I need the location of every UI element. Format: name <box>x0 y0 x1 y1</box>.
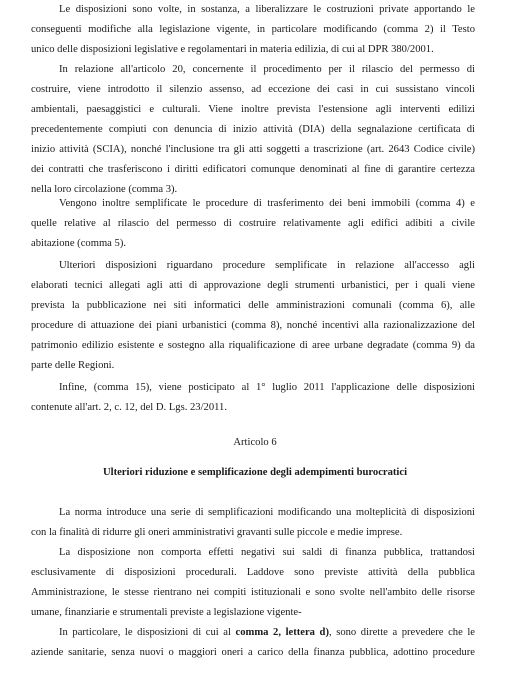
article-title: Articolo 6 <box>233 437 277 448</box>
paragraph-2 <box>31 60 475 200</box>
text-line: dei contratti che trasferiscono i diritti edificatori comunque denominati al fine di garantire certezza <box>31 164 475 175</box>
text-line: prevista la pubblicazione nei siti informatici delle amministrazioni comunali (comma 6), alle <box>31 300 475 311</box>
article-subtitle: Ulteriori riduzione e semplificazione degli adempimenti burocratici <box>102 467 408 478</box>
text-line: parte delle Regioni. <box>31 360 115 371</box>
paragraph-4 <box>31 256 475 376</box>
text-line: abitazione (comma 5). <box>31 238 127 249</box>
text-line <box>31 623 475 643</box>
text-line: Vengono inoltre semplificate le procedure di trasferimento dei beni immobili (comma 4) e <box>59 198 475 209</box>
text-line: elaborati tecnici allegati agli atti di approvazione degli strumenti urbanistici, per i quali viene <box>31 280 475 291</box>
text-line: precedentemente compiuti con denuncia di inizio attività (DIA) della segnalazione certificata di <box>31 124 475 135</box>
text-run: In particolare, le disposizioni di cui al <box>59 627 236 638</box>
text-line: Ulteriori disposizioni riguardano procedure semplificate in relazione all'accesso agli <box>59 260 475 271</box>
text-line: unico delle disposizioni legislative e regolamentari in materia edilizia, di cui al DPR 380/2001. <box>31 44 434 55</box>
bold-reference: comma 2, lettera d) <box>235 627 329 638</box>
text-line: La disposizione non comporta effetti negativi sui saldi di finanza pubblica, trattandosi <box>59 547 475 558</box>
text-line: Le disposizioni sono volte, in sostanza, a liberalizzare le costruzioni private apportando le <box>59 4 475 15</box>
paragraph-6 <box>31 503 475 543</box>
paragraph-3 <box>31 194 475 254</box>
text-line: Amministrazione, le stesse rientrano nei compiti istituzionali e sono svolte nell'ambito delle risorse <box>31 587 475 598</box>
text-line: con la finalità di ridurre gli oneri amministrativi gravanti sulle piccole e medie imprese. <box>31 527 403 538</box>
text-line: nella loro circolazione (comma 3). <box>31 184 178 195</box>
paragraph-5 <box>31 378 475 418</box>
text-line: costruire, viene introdotto il silenzio assenso, ad eccezione dei casi in cui sussistano vincoli <box>31 84 475 95</box>
text-line: inizio attività (SCIA), nonché l'inclusione tra gli atti soggetti a trascrizione (art. 2643 Codice civile) <box>31 144 475 155</box>
text-run: , sono dirette a prevedere che le <box>328 627 475 638</box>
text-line: quelle relative al rilascio del permesso di costruire relativamente agli edifici adibiti a civile <box>31 218 475 229</box>
text-line: umane, finanziarie e strumentali previste a legislazione vigente- <box>31 607 302 618</box>
paragraph-1 <box>31 0 475 60</box>
text-line: procedure di attuazione dei piani urbanistici (comma 8), nonché incentivi alla razionalizzazione del <box>31 320 475 331</box>
text-line: ambientali, paesaggistici e culturali. Viene inoltre prevista l'estensione agli interventi edilizi <box>31 104 475 115</box>
paragraph-7 <box>31 543 475 623</box>
text-line: La norma introduce una serie di semplificazioni modificando una molteplicità di disposizioni <box>59 507 475 518</box>
text-line: aziende sanitarie, senza nuovi o maggiori oneri a carico della finanza pubblica, adottino procedure <box>31 647 475 658</box>
text-line: In relazione all'articolo 20, concernente il procedimento per il rilascio del permesso di <box>59 64 475 75</box>
text-line: contenute all'art. 2, c. 12, del D. Lgs. 23/2011. <box>31 402 227 413</box>
text-line: esclusivamente di disposizioni procedurali. Laddove sono previste attività della pubblica <box>31 567 475 578</box>
paragraph-8 <box>31 623 475 663</box>
text-line: Infine, (comma 15), viene posticipato al 1° luglio 2011 l'applicazione delle disposizioni <box>59 382 475 393</box>
text-line: conseguenti modifiche alla legislazione vigente, in particolare modificando (comma 2) il Testo <box>31 24 475 35</box>
text-line: patrimonio edilizio esistente e sostegno alla riqualificazione di aree urbane degradate (comma 9) da <box>31 340 475 351</box>
